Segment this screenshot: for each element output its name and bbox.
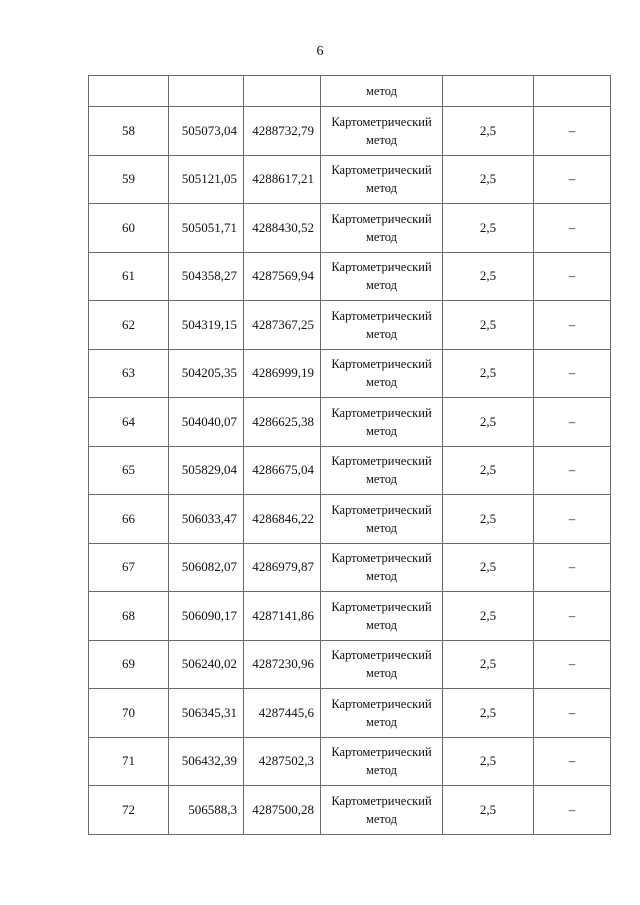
coordinates-table xyxy=(88,75,611,835)
method-text: метод xyxy=(365,811,397,826)
cell-method xyxy=(321,252,443,301)
cell-note: – xyxy=(534,495,611,544)
cell-note: – xyxy=(534,737,611,786)
cell-point-number: 62 xyxy=(89,301,169,350)
table-row xyxy=(89,398,611,447)
cell-note: – xyxy=(534,689,611,738)
cell-note: – xyxy=(534,398,611,447)
cell-point-number: 71 xyxy=(89,737,169,786)
method-text: Картометрический xyxy=(331,357,432,372)
cell-accuracy: 2,5 xyxy=(443,398,534,447)
cell-note: – xyxy=(534,640,611,689)
method-text: Картометрический xyxy=(331,793,432,808)
cell-method xyxy=(321,446,443,495)
cell-x: 506345,31 xyxy=(169,689,244,738)
method-text: метод xyxy=(365,423,397,438)
method-text: метод xyxy=(365,181,397,196)
table-row xyxy=(89,349,611,398)
cell-point-number: 61 xyxy=(89,252,169,301)
cell-point-number: 69 xyxy=(89,640,169,689)
cell-y: 4288430,52 xyxy=(244,204,321,253)
cell-y xyxy=(244,76,321,107)
table-row xyxy=(89,301,611,350)
cell-method xyxy=(321,689,443,738)
cell-method xyxy=(321,495,443,544)
cell-y: 4287445,6 xyxy=(244,689,321,738)
cell-method xyxy=(321,301,443,350)
method-text: Картометрический xyxy=(331,696,432,711)
method-text: метод xyxy=(365,132,397,147)
cell-note: – xyxy=(534,301,611,350)
cell-y: 4287230,96 xyxy=(244,640,321,689)
cell-accuracy: 2,5 xyxy=(443,349,534,398)
cell-method xyxy=(321,107,443,156)
method-text: Картометрический xyxy=(331,114,432,129)
cell-x: 505073,04 xyxy=(169,107,244,156)
cell-accuracy: 2,5 xyxy=(443,737,534,786)
cell-point-number xyxy=(89,76,169,107)
cell-method xyxy=(321,592,443,641)
table-row xyxy=(89,640,611,689)
cell-method xyxy=(321,543,443,592)
cell-y: 4286979,87 xyxy=(244,543,321,592)
cell-x: 505051,71 xyxy=(169,204,244,253)
cell-point-number: 66 xyxy=(89,495,169,544)
cell-note: – xyxy=(534,107,611,156)
table-row xyxy=(89,495,611,544)
cell-x: 506082,07 xyxy=(169,543,244,592)
cell-method xyxy=(321,640,443,689)
cell-x: 505121,05 xyxy=(169,155,244,204)
table-row xyxy=(89,689,611,738)
cell-x: 506588,3 xyxy=(169,786,244,835)
cell-x: 506240,02 xyxy=(169,640,244,689)
method-text: метод xyxy=(365,520,397,535)
page-number: 6 xyxy=(316,44,324,59)
cell-y: 4287141,86 xyxy=(244,592,321,641)
method-text: Картометрический xyxy=(331,551,432,566)
cell-x: 504205,35 xyxy=(169,349,244,398)
table-row xyxy=(89,252,611,301)
table-row xyxy=(89,737,611,786)
table-row-continued xyxy=(89,76,611,107)
cell-point-number: 64 xyxy=(89,398,169,447)
cell-note: – xyxy=(534,204,611,253)
cell-x: 506432,39 xyxy=(169,737,244,786)
cell-note: – xyxy=(534,349,611,398)
cell-y: 4286625,38 xyxy=(244,398,321,447)
cell-note xyxy=(534,76,611,107)
cell-x: 505829,04 xyxy=(169,446,244,495)
cell-accuracy: 2,5 xyxy=(443,495,534,544)
cell-accuracy: 2,5 xyxy=(443,301,534,350)
method-text: Картометрический xyxy=(331,599,432,614)
table-row xyxy=(89,543,611,592)
cell-accuracy: 2,5 xyxy=(443,592,534,641)
table-body xyxy=(89,76,611,835)
cell-x: 504358,27 xyxy=(169,252,244,301)
method-text: метод xyxy=(365,666,397,681)
cell-y: 4287500,28 xyxy=(244,786,321,835)
method-text: Картометрический xyxy=(331,502,432,517)
cell-point-number: 72 xyxy=(89,786,169,835)
cell-point-number: 65 xyxy=(89,446,169,495)
cell-note: – xyxy=(534,446,611,495)
method-text: метод xyxy=(365,472,397,487)
method-text: Картометрический xyxy=(331,745,432,760)
cell-y: 4288732,79 xyxy=(244,107,321,156)
cell-note: – xyxy=(534,543,611,592)
cell-x: 504040,07 xyxy=(169,398,244,447)
cell-method xyxy=(321,786,443,835)
cell-method xyxy=(321,349,443,398)
cell-x xyxy=(169,76,244,107)
method-text: метод xyxy=(365,229,397,244)
table-row xyxy=(89,204,611,253)
cell-method xyxy=(321,398,443,447)
cell-y: 4286675,04 xyxy=(244,446,321,495)
table-row xyxy=(89,155,611,204)
cell-y: 4286999,19 xyxy=(244,349,321,398)
cell-accuracy: 2,5 xyxy=(443,640,534,689)
cell-note: – xyxy=(534,592,611,641)
cell-note: – xyxy=(534,786,611,835)
cell-point-number: 59 xyxy=(89,155,169,204)
method-text: метод xyxy=(365,714,397,729)
cell-y: 4287569,94 xyxy=(244,252,321,301)
method-text: метод xyxy=(365,763,397,778)
cell-y: 4287502,3 xyxy=(244,737,321,786)
cell-y: 4288617,21 xyxy=(244,155,321,204)
method-text: Картометрический xyxy=(331,648,432,663)
cell-accuracy: 2,5 xyxy=(443,543,534,592)
cell-y: 4286846,22 xyxy=(244,495,321,544)
cell-accuracy: 2,5 xyxy=(443,446,534,495)
method-text: Картометрический xyxy=(331,260,432,275)
method-text: Картометрический xyxy=(331,308,432,323)
cell-point-number: 67 xyxy=(89,543,169,592)
method-text: метод xyxy=(365,326,397,341)
table-row xyxy=(89,446,611,495)
method-text: метод xyxy=(365,375,397,390)
cell-accuracy: 2,5 xyxy=(443,204,534,253)
cell-accuracy: 2,5 xyxy=(443,689,534,738)
method-text: метод xyxy=(365,569,397,584)
method-text: метод xyxy=(365,278,397,293)
cell-point-number: 58 xyxy=(89,107,169,156)
cell-method xyxy=(321,737,443,786)
cell-accuracy: 2,5 xyxy=(443,786,534,835)
method-text: Картометрический xyxy=(331,454,432,469)
method-text: метод xyxy=(365,617,397,632)
cell-accuracy: 2,5 xyxy=(443,252,534,301)
cell-accuracy: 2,5 xyxy=(443,107,534,156)
cell-x: 506090,17 xyxy=(169,592,244,641)
method-text: Картометрический xyxy=(331,405,432,420)
cell-accuracy xyxy=(443,76,534,107)
cell-method xyxy=(321,155,443,204)
cell-accuracy: 2,5 xyxy=(443,155,534,204)
cell-x: 504319,15 xyxy=(169,301,244,350)
cell-point-number: 63 xyxy=(89,349,169,398)
cell-y: 4287367,25 xyxy=(244,301,321,350)
cell-method: метод xyxy=(321,76,443,107)
cell-x: 506033,47 xyxy=(169,495,244,544)
cell-point-number: 70 xyxy=(89,689,169,738)
method-text: Картометрический xyxy=(331,211,432,226)
cell-point-number: 68 xyxy=(89,592,169,641)
table-row xyxy=(89,107,611,156)
method-text: Картометрический xyxy=(331,163,432,178)
cell-note: – xyxy=(534,155,611,204)
table-row xyxy=(89,786,611,835)
cell-method xyxy=(321,204,443,253)
cell-point-number: 60 xyxy=(89,204,169,253)
table-row xyxy=(89,592,611,641)
cell-note: – xyxy=(534,252,611,301)
